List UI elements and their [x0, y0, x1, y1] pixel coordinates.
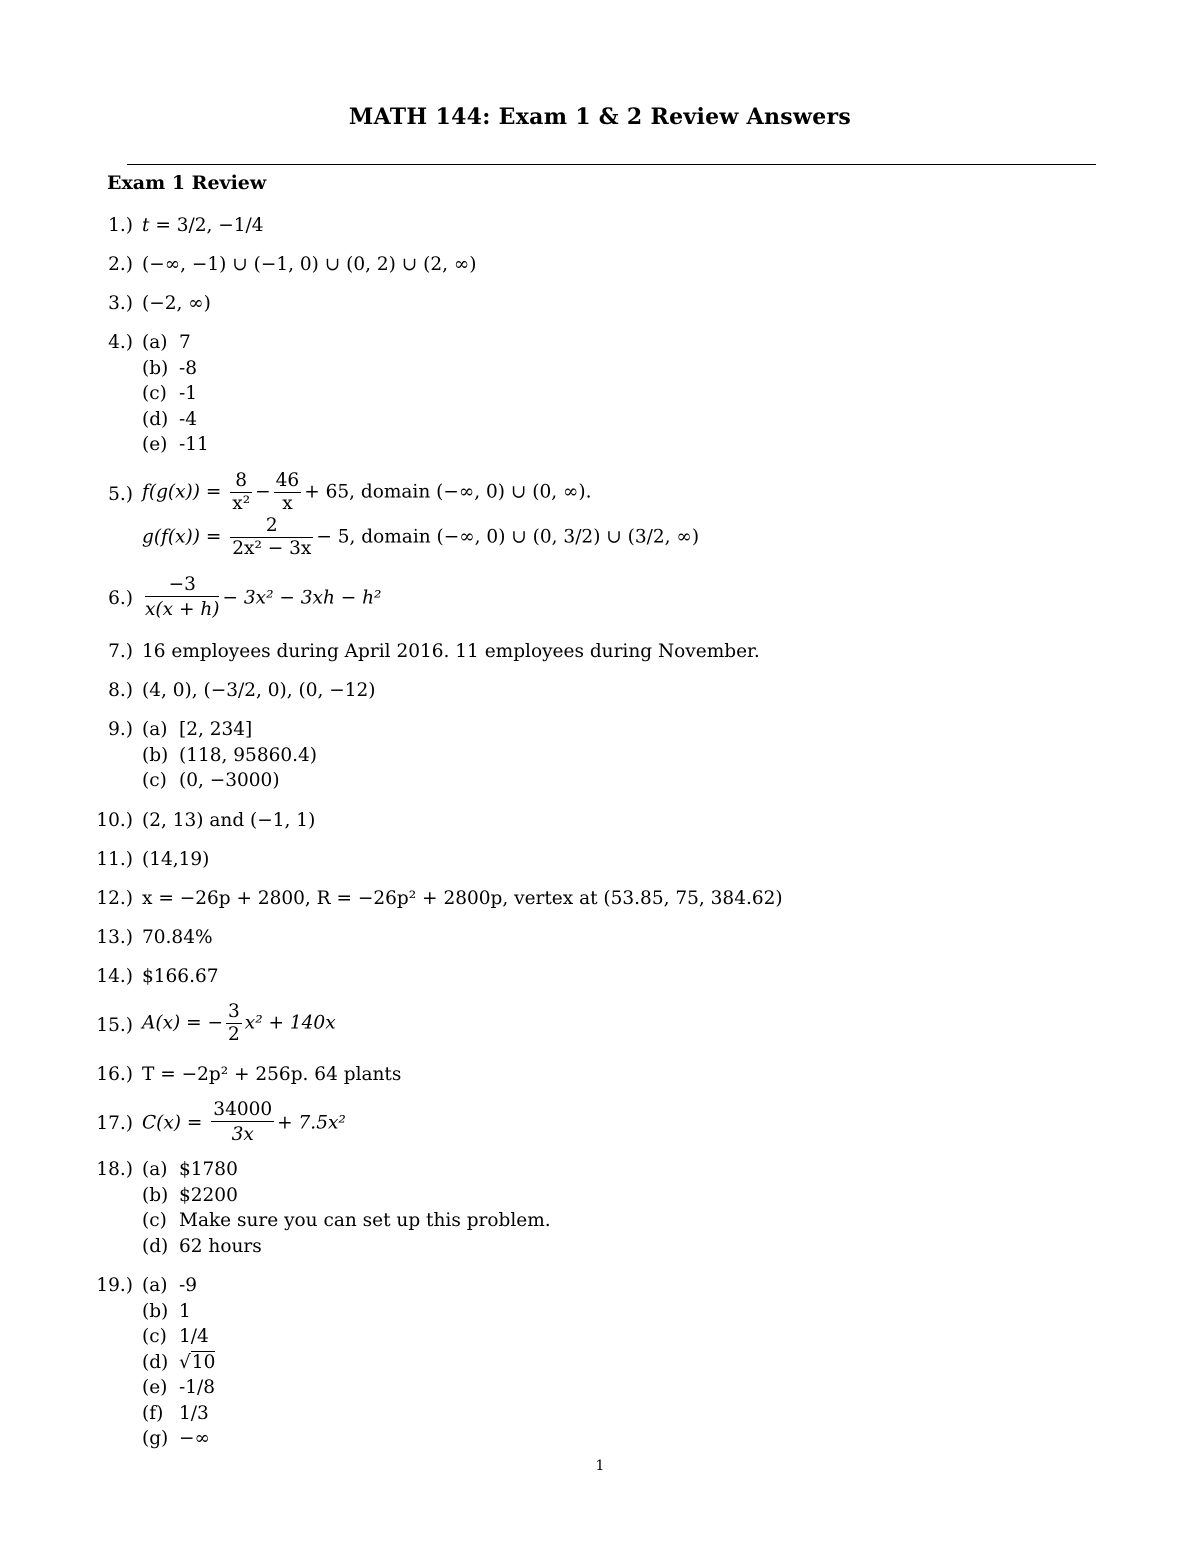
numerator: 8 — [230, 470, 252, 493]
part-label: (c) — [142, 383, 167, 404]
answer-text: (−2, ∞) — [142, 293, 211, 314]
numerator: 46 — [275, 470, 300, 491]
radicand: 10 — [191, 1351, 216, 1373]
answer-line-1 — [142, 470, 592, 515]
answer-parts — [142, 1273, 215, 1452]
answer-line-2 — [142, 515, 699, 560]
part-value: 62 hours — [179, 1235, 262, 1257]
part-label: (d) — [142, 1235, 169, 1257]
lhs: g(f(x)) = — [142, 526, 222, 548]
part-label: (e) — [142, 1377, 168, 1398]
numerator: 3 — [228, 1001, 240, 1022]
part-c — [142, 768, 317, 794]
part-value: $2200 — [179, 1184, 238, 1206]
section-heading: Exam 1 Review — [107, 172, 267, 194]
answer-parts — [142, 717, 317, 794]
lhs: f(g(x)) = — [142, 481, 222, 503]
part-label: (a) — [142, 1159, 168, 1180]
variable: t — [142, 215, 150, 236]
part-label: (f) — [142, 1402, 164, 1424]
part-value: 1 — [179, 1300, 191, 1322]
tail: x² + 140x — [244, 1012, 336, 1034]
fraction — [226, 1001, 242, 1046]
part-label: (a) — [142, 332, 168, 353]
denominator: 2x² − 3x — [232, 538, 312, 559]
part-value: 7 — [179, 332, 191, 353]
answer-number: 17.) — [96, 1113, 133, 1134]
fraction — [211, 1099, 274, 1148]
numerator: 2 — [230, 515, 313, 538]
part-label: (e) — [142, 434, 168, 455]
answer-number: 8.) — [108, 680, 133, 701]
part-e — [142, 432, 209, 458]
answer-text — [142, 574, 381, 623]
answer-parts — [142, 1157, 551, 1259]
answer-text: (2, 13) and (−1, 1) — [142, 810, 316, 831]
answer-number: 12.) — [96, 888, 133, 909]
fraction — [230, 470, 252, 515]
part-e — [142, 1375, 215, 1401]
answer-number: 5.) — [108, 484, 133, 505]
denominator: 2 — [228, 1024, 240, 1045]
answer-text: 16 employees during April 2016. 11 employees during November. — [142, 641, 760, 662]
operator: − — [255, 481, 271, 503]
part-label: (c) — [142, 1326, 167, 1347]
answer-text — [142, 213, 264, 239]
part-value: [2, 234] — [179, 719, 253, 740]
part-value: $1780 — [179, 1159, 238, 1180]
value: = 3/2, −1/4 — [149, 215, 264, 236]
answer-text — [142, 1001, 336, 1046]
answer-number: 3.) — [108, 293, 133, 314]
part-value: (118, 95860.4) — [179, 744, 318, 766]
answer-number: 11.) — [96, 849, 133, 870]
part-value: -11 — [179, 434, 209, 455]
part-d — [142, 407, 209, 433]
sqrt-symbol: √ — [179, 1351, 191, 1373]
answer-number: 16.) — [96, 1064, 133, 1085]
answer-number: 18.) — [96, 1159, 133, 1180]
denominator: x(x + h) — [145, 599, 220, 620]
part-value: Make sure you can set up this problem. — [179, 1210, 551, 1231]
denominator: x² — [232, 493, 251, 514]
answer-text: x = −26p + 2800, R = −26p² + 2800p, vertex at (53.85, 75, 384.62) — [142, 888, 783, 909]
part-b — [142, 356, 209, 382]
lhs: C(x) = — [142, 1112, 203, 1134]
answer-text: 70.84% — [142, 927, 213, 948]
answer-text: $166.67 — [142, 966, 219, 987]
denominator: x — [282, 493, 293, 514]
fraction — [230, 515, 313, 560]
answer-number: 13.) — [96, 927, 133, 948]
fraction — [145, 574, 219, 623]
answer-text: (14,19) — [142, 849, 210, 870]
part-c — [142, 381, 209, 407]
lhs: A(x) = − — [142, 1012, 223, 1034]
part-c — [142, 1324, 215, 1350]
part-b — [142, 743, 317, 769]
tail: + 7.5x² — [277, 1112, 346, 1134]
part-c — [142, 1208, 551, 1234]
numerator: −3 — [145, 574, 219, 597]
part-value: -8 — [179, 357, 198, 379]
part-value: -4 — [179, 408, 198, 430]
part-a — [142, 1157, 551, 1183]
part-value: −∞ — [179, 1428, 210, 1449]
numerator: 34000 — [213, 1099, 273, 1120]
answer-number: 2.) — [108, 254, 133, 275]
part-a — [142, 330, 209, 356]
answer-parts — [142, 330, 209, 458]
title-divider — [127, 164, 1096, 165]
fraction — [274, 470, 302, 515]
part-b — [142, 1183, 551, 1209]
part-a — [142, 1273, 215, 1299]
answer-number: 7.) — [108, 641, 133, 662]
part-value: 1/4 — [179, 1326, 209, 1347]
tail: + 65, domain (−∞, 0) ∪ (0, ∞). — [304, 481, 592, 503]
page-title: MATH 144: Exam 1 & 2 Review Answers — [348, 104, 852, 130]
page-number: 1 — [595, 1458, 605, 1474]
answer-number: 4.) — [108, 332, 133, 353]
answer-text: (−∞, −1) ∪ (−1, 0) ∪ (0, 2) ∪ (2, ∞) — [142, 254, 477, 275]
part-label: (d) — [142, 408, 169, 430]
answer-text: T = −2p² + 256p. 64 plants — [142, 1064, 402, 1085]
answer-number: 15.) — [96, 1015, 133, 1036]
part-value: 1/3 — [179, 1402, 209, 1424]
part-b — [142, 1299, 215, 1325]
part-label: (c) — [142, 770, 167, 791]
part-label: (b) — [142, 1184, 169, 1206]
answer-text: (4, 0), (−3/2, 0), (0, −12) — [142, 680, 376, 701]
part-d — [142, 1350, 215, 1376]
part-label: (g) — [142, 1428, 169, 1449]
answer-number: 1.) — [108, 215, 133, 236]
part-a — [142, 717, 317, 743]
part-value: -1 — [179, 383, 198, 404]
part-label: (d) — [142, 1351, 169, 1373]
answer-text — [142, 1099, 346, 1148]
answer-number: 10.) — [96, 810, 133, 831]
tail: − 3x² − 3xh − h² — [222, 587, 382, 609]
part-label: (b) — [142, 357, 169, 379]
part-label: (c) — [142, 1210, 167, 1231]
part-label: (b) — [142, 744, 169, 766]
part-value: -1/8 — [179, 1377, 216, 1398]
answer-number: 19.) — [96, 1275, 133, 1296]
part-value: -9 — [179, 1275, 198, 1296]
part-label: (a) — [142, 719, 168, 740]
answer-number: 9.) — [108, 719, 133, 740]
part-value: (0, −3000) — [179, 770, 280, 791]
answer-number: 6.) — [108, 588, 133, 609]
part-g — [142, 1426, 215, 1452]
denominator: 3x — [231, 1124, 254, 1145]
part-f — [142, 1401, 215, 1427]
answer-number: 14.) — [96, 966, 133, 987]
tail: − 5, domain (−∞, 0) ∪ (0, 3/2) ∪ (3/2, ∞) — [316, 526, 700, 548]
part-d — [142, 1234, 551, 1260]
part-label: (b) — [142, 1300, 169, 1322]
part-label: (a) — [142, 1275, 168, 1296]
